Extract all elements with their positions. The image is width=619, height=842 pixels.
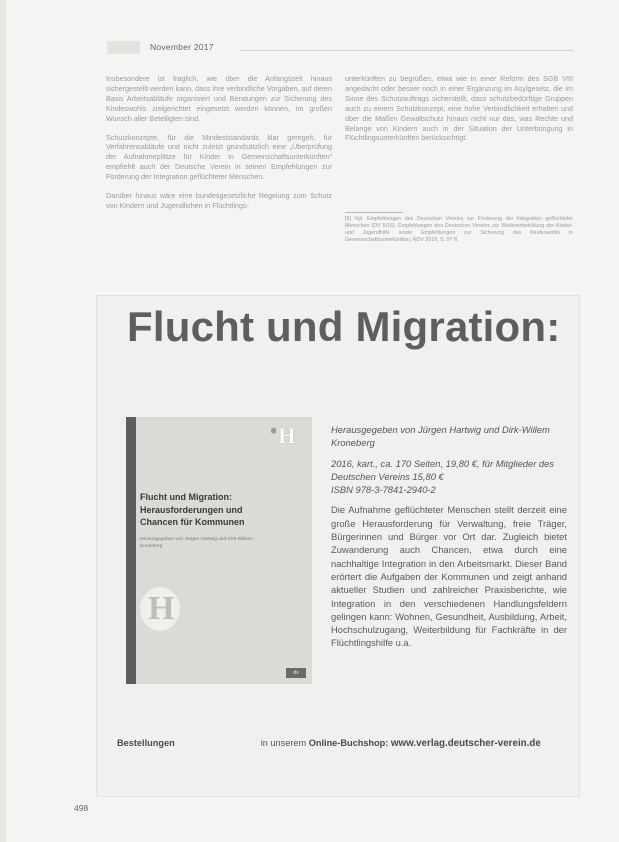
ad-editors: Herausgegeben von Jürgen Hartwig und Dirk-Willem Kroneberg (331, 424, 550, 449)
publisher-emblem-icon: H (140, 587, 180, 631)
article-paragraph: Darüber hinaus wäre eine bundesgesetzliche Regelung zum Schutz von Kindern und Jugendlichen in Flüchtlings- (106, 191, 332, 210)
book-cover-subtitle: Herausgegeben von Jürgen Hartwig und Dirk-Willem Kroneberg (140, 537, 252, 549)
book-cover (126, 417, 312, 684)
footnote: [5] Vgl. Empfehlungen des Deutschen Vereins zur Förderung der Integration geflüchteter Menschen (DV 5/16), Empfehlungen des Deutschen Vereins zur Weiterentwicklung der Kinder- und Jugendhilfe sowie Empfehlungen zur Sicherung des Kindeswohls in Gemeinschaftsunterkünften, NDV 2016, S. 97 ff. (345, 216, 573, 243)
shop-url-link[interactable]: www.verlag.deutscher-verein.de (390, 738, 541, 749)
page-number: 498 (74, 803, 89, 813)
publisher-badge: dv (286, 668, 306, 678)
article-paragraph: Insbesondere ist fraglich, wie über die Anfangszeit hinaus sichergestellt werden kann, dass ihre verbindliche Vorgaben, auf deren Basis Arbeitsabläufe organisiert und Beratungen zur Sicherung des Kindeswohls zielgerichtet eingesetzt werden können, im großen Wunsch aller Beteiligten sind. (106, 74, 332, 123)
header-date: November 2017 (150, 42, 214, 52)
article-paragraph: unterkünften zu begrüßen, etwa wie in einer Reform des SGB VIII angedacht oder besser noch in einer Ergänzung im Asylgesetz, die im Sinne des Schutzauftrags sicherstellt, dass schutzbedürftige Gruppen auch zu einem Schutzkonzept, eine hohe Verbindlichkeit erhalten und über die Maßen Gewaltschutz hinaus nicht nur das, was Rechte und Belange von Kindern auch in der Situation der Unterbringung in Flüchtlingsunterkünften berücksichtigt. (345, 74, 573, 143)
page-edge (0, 0, 6, 842)
article-paragraph: Schutzkonzepte, für die Mindeststandards klar geregelt, für Verfahrensabläufe und nicht zuletzt grundsätzlich eine „Überprüfung der Aufnahmeplätze für Kinder in Gemeinschaftsunterkünften“ empfiehlt auch der Deutsche Verein in seinen Empfehlungen zur Förderung der Integration geflüchteter Menschen. (106, 132, 332, 182)
order-label: Bestellungen (117, 738, 175, 748)
order-middle-text: in unserem (260, 738, 307, 748)
header-journal-box (107, 41, 140, 54)
ad-details (331, 423, 567, 657)
ad-description: Die Aufnahme geflüchteter Menschen stellt derzeit eine große Herausforderung für Verwaltung, freie Träger, Bürgerinnen und Bürger vor Ort dar. Zugleich bietet Zuwanderung auch Chancen, etwa durch eine nachhaltige Integration in den Arbeitsmarkt. Dieser Band erörtert die Aufgaben der Kommunen und zeigt anhand aktueller Studien und zahlreicher Praxisberichte, wie Integration in den verschiedenen Handlungsfeldern gelingen kann: Wohnen, Gesundheit, Ausbildung, Arbeit, Hochschulzugang, Weiterbildung für Fachkräfte in der Flüchtlingshilfe u.a. (331, 504, 567, 649)
order-line (117, 738, 541, 749)
article-left-column (106, 74, 332, 220)
ad-price: 2016, kart., ca. 170 Seiten, 19,80 €, für Mitglieder des Deutschen Vereins 15,80 € (331, 457, 555, 482)
article-right-column (345, 74, 573, 152)
order-shop-label: Online-Buchshop: (308, 738, 389, 748)
ad-title: Flucht und Migration: (127, 303, 561, 350)
book-cover-panel (136, 417, 312, 684)
book-cover-title: Flucht und Migration: Herausforderungen und Chancen für Kommunen (140, 492, 245, 527)
header-rule (240, 50, 573, 51)
ad-isbn: ISBN 978-3-7841-2940-2 (331, 484, 436, 496)
footnote-rule (345, 212, 403, 213)
publisher-logo-icon: ●H (270, 423, 296, 448)
